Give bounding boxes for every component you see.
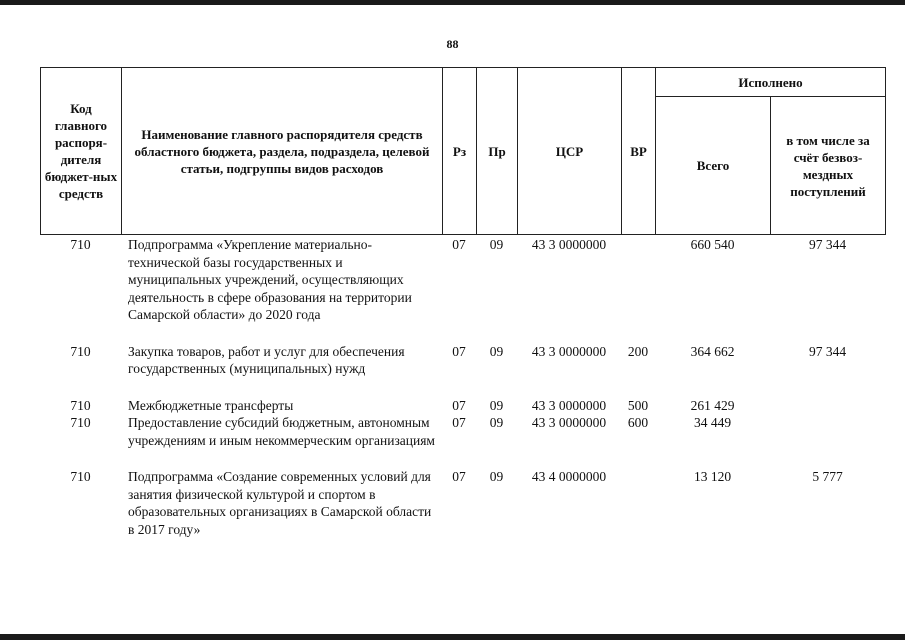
header-code: Код главного распоря-дителя бюджет-ных средств <box>41 68 122 235</box>
cell-total: 364 662 <box>690 343 735 359</box>
table-row <box>40 236 885 343</box>
cell-name: Закупка товаров, работ и услуг для обеспечения государственных (муниципальных) нужд <box>128 343 405 376</box>
cell-name: Межбюджетные трансферты <box>128 397 294 413</box>
cell-incl: 97 344 <box>808 237 847 252</box>
cell-rz: 07 <box>452 343 466 359</box>
cell-pr: 09 <box>489 343 504 359</box>
cell-csr: 43 3 0000000 <box>531 237 607 252</box>
table-body <box>40 236 885 538</box>
cell-vr <box>621 236 655 343</box>
cell-csr: 43 3 0000000 <box>531 415 607 430</box>
table-row <box>40 343 885 397</box>
cell-vr: 500 <box>627 397 649 413</box>
cell-total: 261 429 <box>690 397 735 413</box>
header-rz: Рз <box>443 68 477 235</box>
cell-total: 13 120 <box>693 469 732 484</box>
cell-incl: 5 777 <box>812 469 843 484</box>
cell-pr: 09 <box>489 397 504 413</box>
cell-name: Предоставление субсидий бюджетным, автономным учреждениям и иным некоммерческим организациям <box>128 415 435 448</box>
header-vr: ВР <box>622 68 656 235</box>
cell-rz: 07 <box>452 397 466 413</box>
cell-csr: 43 3 0000000 <box>531 343 607 359</box>
top-border <box>0 0 905 5</box>
cell-name: Подпрограмма «Создание современных условий для занятия физической культурой и спортом в образовательных организациях в Самарской области в 2017 году» <box>128 469 432 537</box>
cell-code: 710 <box>70 343 91 359</box>
cell-csr: 43 4 0000000 <box>531 469 607 484</box>
header-total: Всего <box>656 97 771 235</box>
cell-total: 660 540 <box>690 237 735 252</box>
cell-name: Подпрограмма «Укрепление материально-технической базы государственных и муниципальных учреждений, осуществляющих деятельность в сфере образования на территории Самарской области» до 2020 года <box>128 237 412 322</box>
page-number: 88 <box>446 37 459 51</box>
cell-csr: 43 3 0000000 <box>531 397 607 413</box>
header-csr: ЦСР <box>518 68 622 235</box>
table-row <box>40 468 885 538</box>
cell-rz: 07 <box>452 237 466 252</box>
cell-vr <box>621 468 655 538</box>
cell-code: 710 <box>70 469 91 484</box>
table-row <box>40 414 885 468</box>
cell-pr: 09 <box>489 415 504 430</box>
cell-pr: 09 <box>489 237 504 252</box>
cell-vr: 600 <box>627 415 649 430</box>
cell-incl: 97 344 <box>808 343 847 359</box>
cell-rz: 07 <box>452 415 466 430</box>
cell-code: 710 <box>70 415 91 430</box>
cell-incl <box>770 397 885 415</box>
header-executed: Исполнено <box>656 68 886 97</box>
cell-total: 34 449 <box>693 415 732 430</box>
cell-rz: 07 <box>452 469 466 484</box>
header-name: Наименование главного распорядителя средств областного бюджета, раздела, подраздела, целевой статьи, подгруппы видов расходов <box>122 68 443 235</box>
header-incl: в том числе за счёт безвоз-мездных поступлений <box>771 97 886 235</box>
table-row <box>40 397 885 415</box>
cell-code: 710 <box>70 237 91 252</box>
cell-pr: 09 <box>489 469 504 484</box>
cell-code: 710 <box>70 397 91 413</box>
cell-incl <box>770 414 885 468</box>
table-header <box>40 67 886 235</box>
header-pr: Пр <box>477 68 518 235</box>
cell-vr: 200 <box>627 343 649 359</box>
bottom-border <box>0 634 905 640</box>
